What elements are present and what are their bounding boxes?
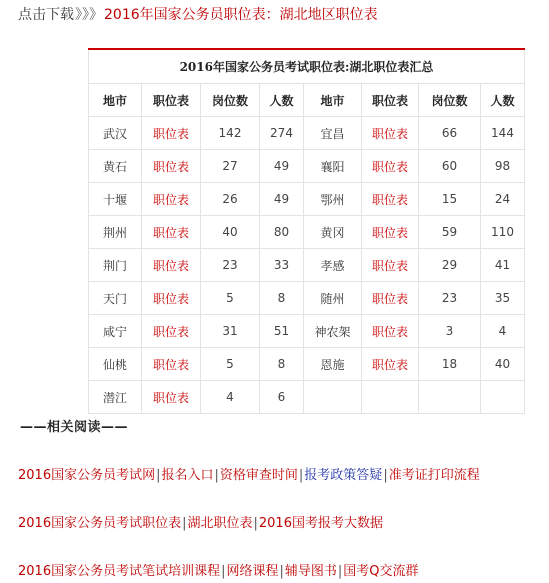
related-link[interactable]: 湖北职位表: [187, 516, 253, 531]
link-separator: |: [182, 516, 187, 531]
city-cell: 咸宁: [89, 315, 142, 348]
link-separator: |: [279, 564, 284, 579]
count-cell: 8: [260, 282, 304, 315]
column-header: 职位表: [142, 84, 201, 117]
count-cell: 274: [260, 117, 304, 150]
count-cell: 35: [481, 282, 525, 315]
column-header: 职位表: [362, 84, 419, 117]
job-table-link[interactable]: 职位表: [362, 117, 419, 150]
job-table-link[interactable]: 职位表: [142, 150, 201, 183]
column-header: 地市: [304, 84, 362, 117]
count-cell: 6: [260, 381, 304, 414]
count-cell: 23: [201, 249, 260, 282]
city-cell: 随州: [304, 282, 362, 315]
city-cell: 黄石: [89, 150, 142, 183]
job-table-link[interactable]: 职位表: [362, 216, 419, 249]
count-cell: 26: [201, 183, 260, 216]
related-link[interactable]: 报名入口: [161, 468, 214, 483]
download-prefix: 点击下载: [18, 7, 74, 23]
count-cell: 51: [260, 315, 304, 348]
table-row: [89, 216, 525, 249]
count-cell: 5: [201, 282, 260, 315]
job-table-link[interactable]: 职位表: [362, 183, 419, 216]
link-separator: |: [298, 468, 304, 483]
column-header: 岗位数: [419, 84, 481, 117]
count-cell: 23: [419, 282, 481, 315]
count-cell: 41: [481, 249, 525, 282]
job-table-link[interactable]: 职位表: [362, 348, 419, 381]
job-table-link[interactable]: 职位表: [362, 249, 419, 282]
count-cell: 18: [419, 348, 481, 381]
count-cell: 60: [419, 150, 481, 183]
count-cell: 29: [419, 249, 481, 282]
job-table-link[interactable]: 职位表: [142, 282, 201, 315]
related-link[interactable]: 辅导图书: [284, 564, 337, 579]
city-cell: [362, 381, 419, 414]
column-header: 地市: [89, 84, 142, 117]
related-link[interactable]: 国考Q交流群: [343, 564, 419, 579]
count-cell: [419, 381, 481, 414]
table-row: [89, 348, 525, 381]
table-title: 2016年国家公务员考试职位表:湖北职位表汇总: [89, 49, 525, 84]
job-table-link[interactable]: 职位表: [362, 150, 419, 183]
count-cell: 5: [201, 348, 260, 381]
count-cell: 144: [481, 117, 525, 150]
count-cell: 4: [481, 315, 525, 348]
count-cell: 8: [260, 348, 304, 381]
column-header: 人数: [260, 84, 304, 117]
count-cell: [481, 381, 525, 414]
city-cell: 天门: [89, 282, 142, 315]
related-link[interactable]: 资格审查时间: [219, 468, 298, 483]
link-separator: |: [156, 468, 161, 483]
job-table-link[interactable]: 职位表: [142, 249, 201, 282]
job-table-link[interactable]: 职位表: [362, 282, 419, 315]
count-cell: 80: [260, 216, 304, 249]
count-cell: 40: [481, 348, 525, 381]
related-link[interactable]: 2016国家公务员考试网: [18, 468, 156, 483]
related-links-row-2: [18, 512, 383, 531]
table-row: [89, 249, 525, 282]
related-link[interactable]: 2016国家公务员考试笔试培训课程: [18, 564, 221, 579]
count-cell: 24: [481, 183, 525, 216]
city-cell: 孝感: [304, 249, 362, 282]
city-cell: 荆门: [89, 249, 142, 282]
count-cell: 98: [481, 150, 525, 183]
city-cell: 黄冈: [304, 216, 362, 249]
link-separator: |: [337, 564, 343, 579]
related-link[interactable]: 2016国考报考大数据: [258, 516, 383, 531]
city-cell: 鄂州: [304, 183, 362, 216]
job-table-link[interactable]: 职位表: [142, 348, 201, 381]
city-cell: [304, 381, 362, 414]
city-cell: 武汉: [89, 117, 142, 150]
job-table-link[interactable]: 职位表: [142, 216, 201, 249]
arrows-icon: 》》》: [75, 7, 103, 23]
related-reading-heading: ——相关阅读——: [20, 420, 129, 435]
table-row: [89, 315, 525, 348]
related-link[interactable]: 准考证打印流程: [388, 468, 480, 483]
table-row: [89, 282, 525, 315]
count-cell: 142: [201, 117, 260, 150]
count-cell: 110: [481, 216, 525, 249]
city-cell: 神农架: [304, 315, 362, 348]
download-line: [18, 5, 378, 25]
table-header-row: [89, 84, 525, 117]
job-table-link[interactable]: 职位表: [142, 117, 201, 150]
count-cell: 4: [201, 381, 260, 414]
related-link[interactable]: 网络课程: [226, 564, 279, 579]
column-header: 人数: [481, 84, 525, 117]
city-cell: 恩施: [304, 348, 362, 381]
related-link[interactable]: 2016国家公务员考试职位表: [18, 516, 182, 531]
column-header: 岗位数: [201, 84, 260, 117]
table-row: [89, 183, 525, 216]
job-table-link[interactable]: 职位表: [142, 381, 201, 414]
city-cell: 仙桃: [89, 348, 142, 381]
job-table-link[interactable]: 职位表: [142, 183, 201, 216]
count-cell: 49: [260, 150, 304, 183]
link-separator: |: [221, 564, 226, 579]
link-separator: |: [214, 468, 219, 483]
hubei-job-table: [88, 48, 525, 414]
table-row: [89, 150, 525, 183]
hubei-job-table-link[interactable]: 2016年国家公务员职位表：湖北地区职位表: [104, 7, 378, 23]
count-cell: 31: [201, 315, 260, 348]
city-cell: 宜昌: [304, 117, 362, 150]
related-links-row-3: [18, 560, 419, 579]
job-table-link[interactable]: 职位表: [362, 315, 419, 348]
count-cell: 66: [419, 117, 481, 150]
job-table-link[interactable]: 职位表: [142, 315, 201, 348]
city-cell: 襄阳: [304, 150, 362, 183]
count-cell: 40: [201, 216, 260, 249]
table-row: [89, 117, 525, 150]
link-separator: |: [383, 468, 388, 483]
city-cell: 潜江: [89, 381, 142, 414]
count-cell: 3: [419, 315, 481, 348]
city-cell: 荆州: [89, 216, 142, 249]
related-link[interactable]: 报考政策答疑: [304, 468, 383, 483]
related-links-row-1: [18, 464, 480, 483]
link-separator: |: [253, 516, 258, 531]
count-cell: 33: [260, 249, 304, 282]
count-cell: 59: [419, 216, 481, 249]
count-cell: 15: [419, 183, 481, 216]
table-row: [89, 381, 525, 414]
count-cell: 27: [201, 150, 260, 183]
city-cell: 十堰: [89, 183, 142, 216]
count-cell: 49: [260, 183, 304, 216]
